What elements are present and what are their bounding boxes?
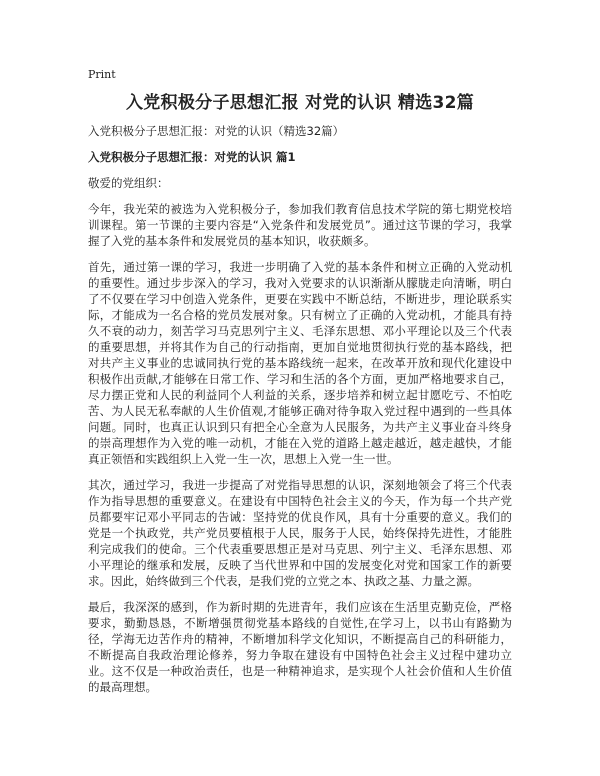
document-subtitle: 入党积极分子思想汇报：对党的认识（精选32篇）	[88, 124, 345, 138]
paragraph: 首先，通过第一课的学习，我进一步明确了入党的基本条件和树立正确的入党动机的重要性。通过步步深入的学习，我对入党要求的认识渐渐从朦胧走向清晰，明白了不仅要在学习中创造入党条件，更要在实践中不断总结，不断进步，理论联系实际，才能成为一名合格的党员发展对象。只有树立了正确的入党动机，才能具有持久不衰的动力，刻苦学习马克思列宁主义、毛泽东思想、邓小平理论以及三个代表的重要思想，并将其作为自己的行动指南，更加自觉地贯彻执行党的基本路线，把对共产主义事业的忠诚同执行党的基本路线统一起来，在改革开放和现代化建设中积极作出贡献,才能够在日常工作、学习和生活的各个方面，更加严格地要求自己，尽力摆正党和人民的利益同个人利益的关系，逐步培养和树立起甘愿吃亏、不怕吃苦、为人民无私奉献的人生价值观,才能够正确对待争取入党过程中遇到的一些具体问题。同时，也真正认识到只有把全心全意为人民服务，为共产主义事业奋斗终身的崇高理想作为入党的唯一动机，才能在入党的道路上越走越近，越走越快，才能真正领悟和实践组织上入党一生一次，思想上入党一生一世。	[88, 260, 512, 466]
print-link[interactable]: Print	[88, 68, 116, 81]
paragraph: 其次，通过学习，我进一步提高了对党指导思想的认识，深刻地领会了将三个代表作为指导思想的重要意义。在建设有中国特色社会主义的今天，作为每一个共产党员都要牢记邓小平同志的告诫：坚持党的优良作风，具有十分重要的意义。我们的党是一个执政党，共产党员要植根于人民，服务于人民，始终保持先进性，才能胜利完成我们的使命。三个代表重要思想正是对马克思、列宁主义、毛泽东思想、邓小平理论的继承和发展，反映了当代世界和中国的发展变化对党和国家工作的新要求。因此，始终做到三个代表，是我们党的立党之本、执政之基、力量之源。	[88, 478, 512, 588]
paragraph: 最后，我深深的感到，作为新时期的先进青年，我们应该在生活里克勤克俭，严格要求，勤勤恳恳，不断增强贯彻党基本路线的自觉性,在学习上，以书山有路勤为径，学海无边苦作舟的精神，不断增加科学文化知识，不断提高自己的科研能力，不断提高自我政治理论修养，努力争取在建设有中国特色社会主义过程中建功立业。这不仅是一种政治责任，也是一种精神追求，是实现个人社会价值和人生价值的最高理想。	[88, 600, 512, 694]
paragraph: 今年，我光荣的被选为入党积极分子，参加我们教育信息技术学院的第七期党校培训课程。第一节课的主要内容是“入党条件和发展党员”。通过这节课的学习，我掌握了入党的基本条件和发展党员的基本知识，收获颇多。	[88, 202, 512, 248]
salutation: 敬爱的党组织：	[88, 176, 169, 190]
section-heading: 入党积极分子思想汇报：对党的认识 篇1	[88, 150, 296, 164]
document-page	[88, 66, 512, 705]
document-title: 入党积极分子思想汇报 对党的认识 精选32篇	[125, 93, 475, 113]
